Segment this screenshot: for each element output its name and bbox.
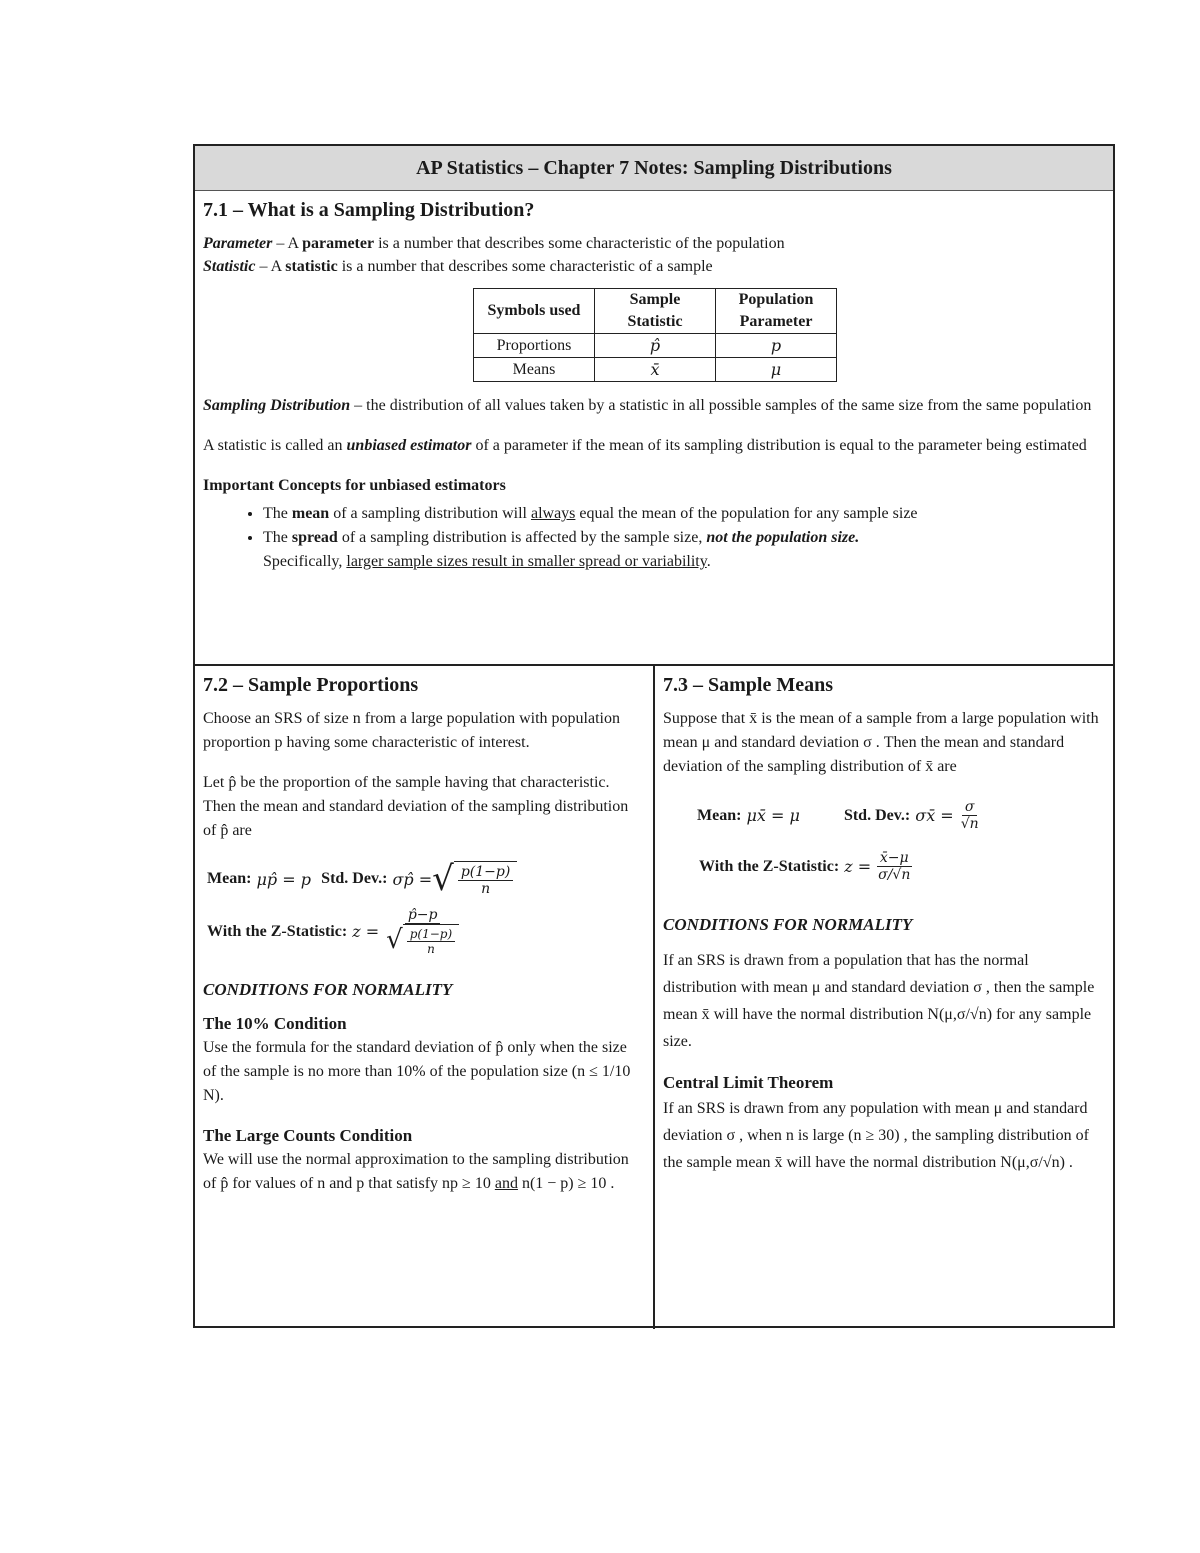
section-7-2 — [195, 666, 655, 1329]
proportion-z-formula: With the Z-Statistic: z = p̂−p √ $\frac{p(1-p)}{n}$ — [207, 907, 643, 956]
unbiased-estimator-definition: A statistic is called an unbiased estimator of a parameter if the mean of its sampling distribution is equal to the parameter being estimated — [203, 437, 1087, 454]
table-cell: μ — [716, 358, 837, 382]
normal-population-text: If an SRS is drawn from a population that has the normal distribution with mean μ and standard deviation σ , then the sample mean x̄ will have the normal distribution N(μ,σ/√n) for any sample size. — [663, 952, 1095, 1050]
sqrt-symbol: √ $\frac{p(1-p)}{n}$ — [432, 861, 517, 897]
conditions-heading: CONDITIONS FOR NORMALITY — [663, 915, 913, 934]
section-7-1-heading: 7.1 – What is a Sampling Distribution? — [203, 199, 535, 221]
clt-text: If an SRS is drawn from any population with mean μ and standard deviation σ , when n is large (n ≥ 30) , the sampling distribution of the sample mean x̄ will have the normal distribution N(μ,σ/√n) . — [663, 1100, 1089, 1171]
table-header: Sample Statistic — [595, 289, 716, 334]
sampling-distribution-definition: Sampling Distribution – the distribution of all values taken by a statistic in all possible samples of the same size from the same population — [203, 397, 1092, 414]
notes-sheet — [193, 144, 1115, 1328]
table-header: Symbols used — [474, 289, 595, 334]
list-item: • The mean of a sampling distribution will always equal the mean of the population for any sample size — [263, 502, 1105, 526]
section-7-1 — [195, 191, 1113, 666]
section-7-3 — [655, 666, 1113, 1329]
ten-percent-text: Use the formula for the standard deviation of p̂ only when the size of the sample is no more than 10% of the population size (n ≤ 1/10 N). — [203, 1039, 631, 1104]
proportions-setup: Let p̂ be the proportion of the sample having that characteristic. Then the mean and standard deviation of the sampling distribution of p̂ are — [203, 774, 629, 839]
proportions-intro: Choose an SRS of size n from a large population with population proportion p having some characteristic of interest. — [203, 710, 620, 751]
conditions-heading: CONDITIONS FOR NORMALITY — [203, 980, 453, 999]
list-item: • The spread of a sampling distribution is affected by the sample size, not the population size. Specifically, larger sample sizes result in smaller spread or variability. — [263, 526, 1105, 574]
table-row — [474, 358, 837, 382]
table-header-row — [474, 289, 837, 334]
section-7-2-heading: 7.2 – Sample Proportions — [203, 674, 419, 696]
table-header: Population Parameter — [716, 289, 837, 334]
table-cell: p — [716, 334, 837, 358]
parameter-definition: Parameter – A parameter is a number that describes some characteristic of the population — [203, 235, 785, 252]
page-title: AP Statistics – Chapter 7 Notes: Sampling Distributions — [195, 146, 1113, 191]
ten-percent-heading: The 10% Condition — [203, 1014, 347, 1033]
means-intro: Suppose that x̄ is the mean of a sample from a large population with mean μ and standard deviation σ . Then the mean and standard deviation of the sampling distribution of x̄ are — [663, 710, 1099, 775]
table-cell: p̂ — [595, 334, 716, 358]
table-cell: Means — [474, 358, 595, 382]
mean-mean-sd-formula: Mean: μx̄ = μ Std. Dev.: σx̄ = $\frac{\sigma}{√n}$ — [697, 799, 979, 832]
definitions — [203, 232, 1105, 278]
mean-z-formula: With the Z-Statistic: z = $\frac{x̄-\mu}{\sigma/√n}$ — [699, 850, 911, 883]
large-counts-heading: The Large Counts Condition — [203, 1126, 413, 1145]
concepts-heading: Important Concepts for unbiased estimators — [203, 477, 506, 494]
table-cell: Proportions — [474, 334, 595, 358]
table-row — [474, 334, 837, 358]
symbols-table — [473, 288, 837, 382]
section-7-3-heading: 7.3 – Sample Means — [663, 674, 833, 696]
concepts-list — [203, 502, 1105, 574]
proportion-mean-sd-formula: Mean: μp̂ = p Std. Dev.: σp̂ = √ $\frac{p(1-p)}{n}$ — [207, 861, 643, 897]
clt-heading: Central Limit Theorem — [663, 1073, 834, 1092]
large-counts-text: We will use the normal approximation to the sampling distribution of p̂ for values of n and p that satisfy np ≥ 10 and n(1 − p) ≥ 10 . — [203, 1151, 629, 1192]
table-cell: x̄ — [595, 358, 716, 382]
statistic-definition: Statistic – A statistic is a number that describes some characteristic of a sample — [203, 258, 713, 275]
lower-columns — [195, 666, 1113, 1329]
